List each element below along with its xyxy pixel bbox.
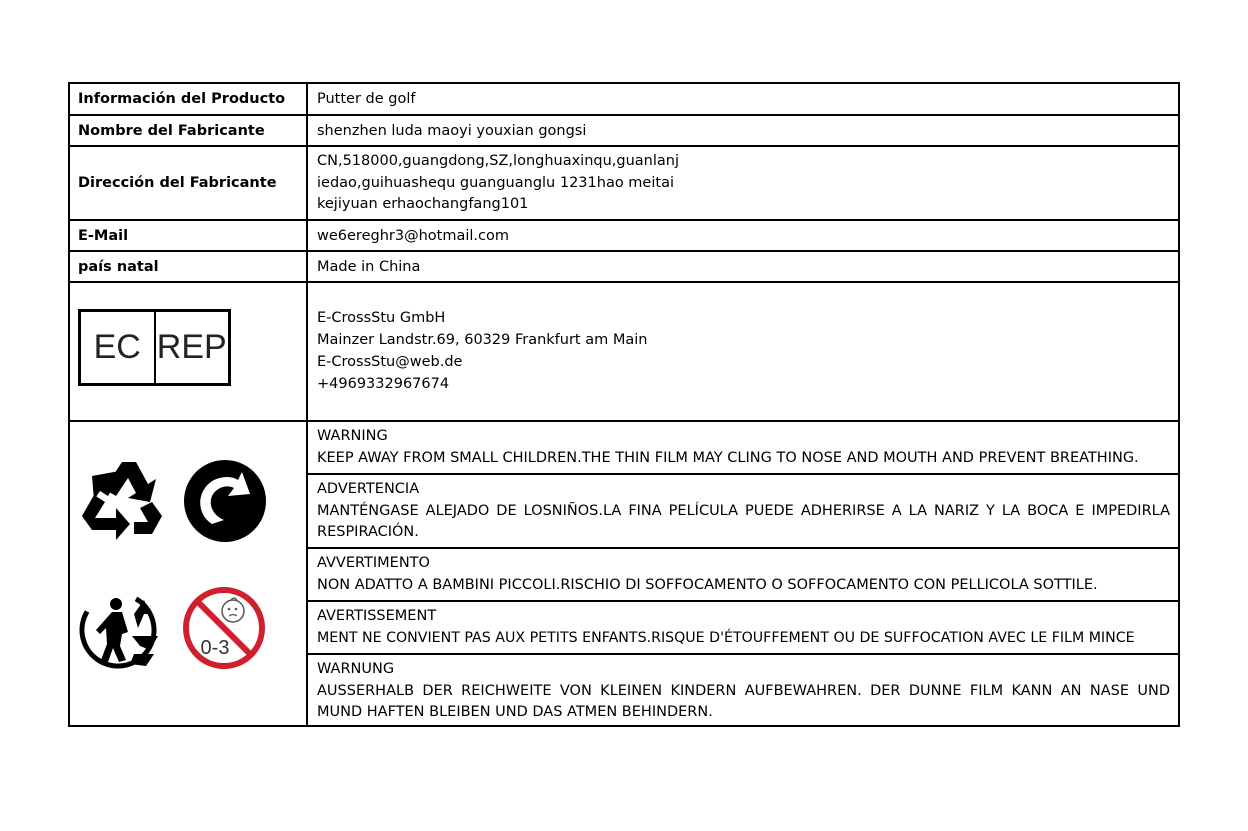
warning-de	[308, 655, 1178, 727]
ec-rep-details	[308, 283, 1178, 420]
row-ec-rep	[70, 283, 1178, 422]
warning-en-text: KEEP AWAY FROM SMALL CHILDREN.THE THIN FILM MAY CLING TO NOSE AND MOUTH AND PREVENT BREATHING.	[317, 449, 1139, 466]
product-label: Información del Producto	[70, 84, 308, 114]
country-label: país natal	[70, 252, 308, 281]
warning-de-title: WARNUNG	[317, 661, 395, 677]
warning-fr	[308, 602, 1178, 655]
warning-it	[308, 549, 1178, 602]
age-label: 0-3	[200, 637, 230, 659]
importer-email: E-CrossStu@web.de	[317, 354, 463, 370]
warning-de-text: AUSSERHALB DER REICHWEITE VON KLEINEN KINDERN AUFBEWAHREN. DER DUNNE FILM KANN AN NASE UND MUND HAFTEN BLEIBEN UND DAS ATMEN BEHINDERN.	[317, 682, 1170, 720]
warning-it-title: AVVERTIMENTO	[317, 555, 430, 571]
ec-rep-icon	[78, 309, 231, 386]
warning-es-text: MANTÉNGASE ALEJADO DE LOSNIÑOS.LA FINA PELÍCULA PUEDE ADHERIRSE A LA NARIZ Y LA BOCA E IMPEDIRLA RESPIRACIÓN.	[317, 502, 1170, 540]
product-info-table	[68, 82, 1180, 727]
row-country	[70, 252, 1178, 283]
address-label: Dirección del Fabricante	[70, 147, 308, 219]
ec-rep-right: REP	[156, 328, 227, 366]
warning-en	[308, 422, 1178, 475]
importer-name: E-CrossStu GmbH	[317, 310, 446, 326]
row-address	[70, 147, 1178, 221]
email-label: E-Mail	[70, 221, 308, 250]
warning-fr-text: MENT NE CONVIENT PAS AUX PETITS ENFANTS.RISQUE D'ÉTOUFFEMENT OU DE SUFFOCATION AVEC LE FILM MINCE	[317, 629, 1135, 646]
email-value: we6ereghr3@hotmail.com	[317, 227, 509, 244]
row-manufacturer	[70, 116, 1178, 147]
row-warnings	[70, 422, 1178, 727]
manufacturer-value: shenzhen luda maoyi youxian gongsi	[317, 122, 587, 139]
safety-symbols-cell	[70, 422, 308, 727]
row-product	[70, 84, 1178, 116]
not-for-children-0-3-icon	[181, 585, 267, 671]
ec-rep-left: EC	[81, 312, 156, 383]
warning-es-title: ADVERTENCIA	[317, 481, 420, 497]
importer-address: Mainzer Landstr.69, 60329 Frankfurt am Main	[317, 332, 648, 348]
importer-phone: +4969332967674	[317, 376, 450, 392]
manufacturer-label: Nombre del Fabricante	[70, 116, 308, 145]
product-value: Putter de golf	[317, 91, 416, 107]
country-value: Made in China	[317, 258, 421, 275]
ec-rep-symbol-cell	[70, 283, 308, 420]
address-line-3: kejiyuan erhaochangfang101	[317, 196, 529, 212]
recycling-icon	[78, 458, 166, 544]
row-email	[70, 221, 1178, 252]
green-dot-icon	[182, 458, 268, 544]
address-value	[308, 147, 1178, 219]
warning-es	[308, 475, 1178, 549]
address-line-2: iedao,guihuashequ guanguanglu 1231hao meitai	[317, 174, 674, 191]
warning-en-title: WARNING	[317, 428, 388, 444]
triman-icon	[78, 584, 166, 672]
warning-it-text: NON ADATTO A BAMBINI PICCOLI.RISCHIO DI SOFFOCAMENTO O SOFFOCAMENTO CON PELLICOLA SOTTILE.	[317, 576, 1098, 593]
warning-fr-title: AVERTISSEMENT	[317, 608, 437, 624]
address-line-1: CN,518000,guangdong,SZ,longhuaxinqu,guanlanj	[317, 153, 680, 169]
